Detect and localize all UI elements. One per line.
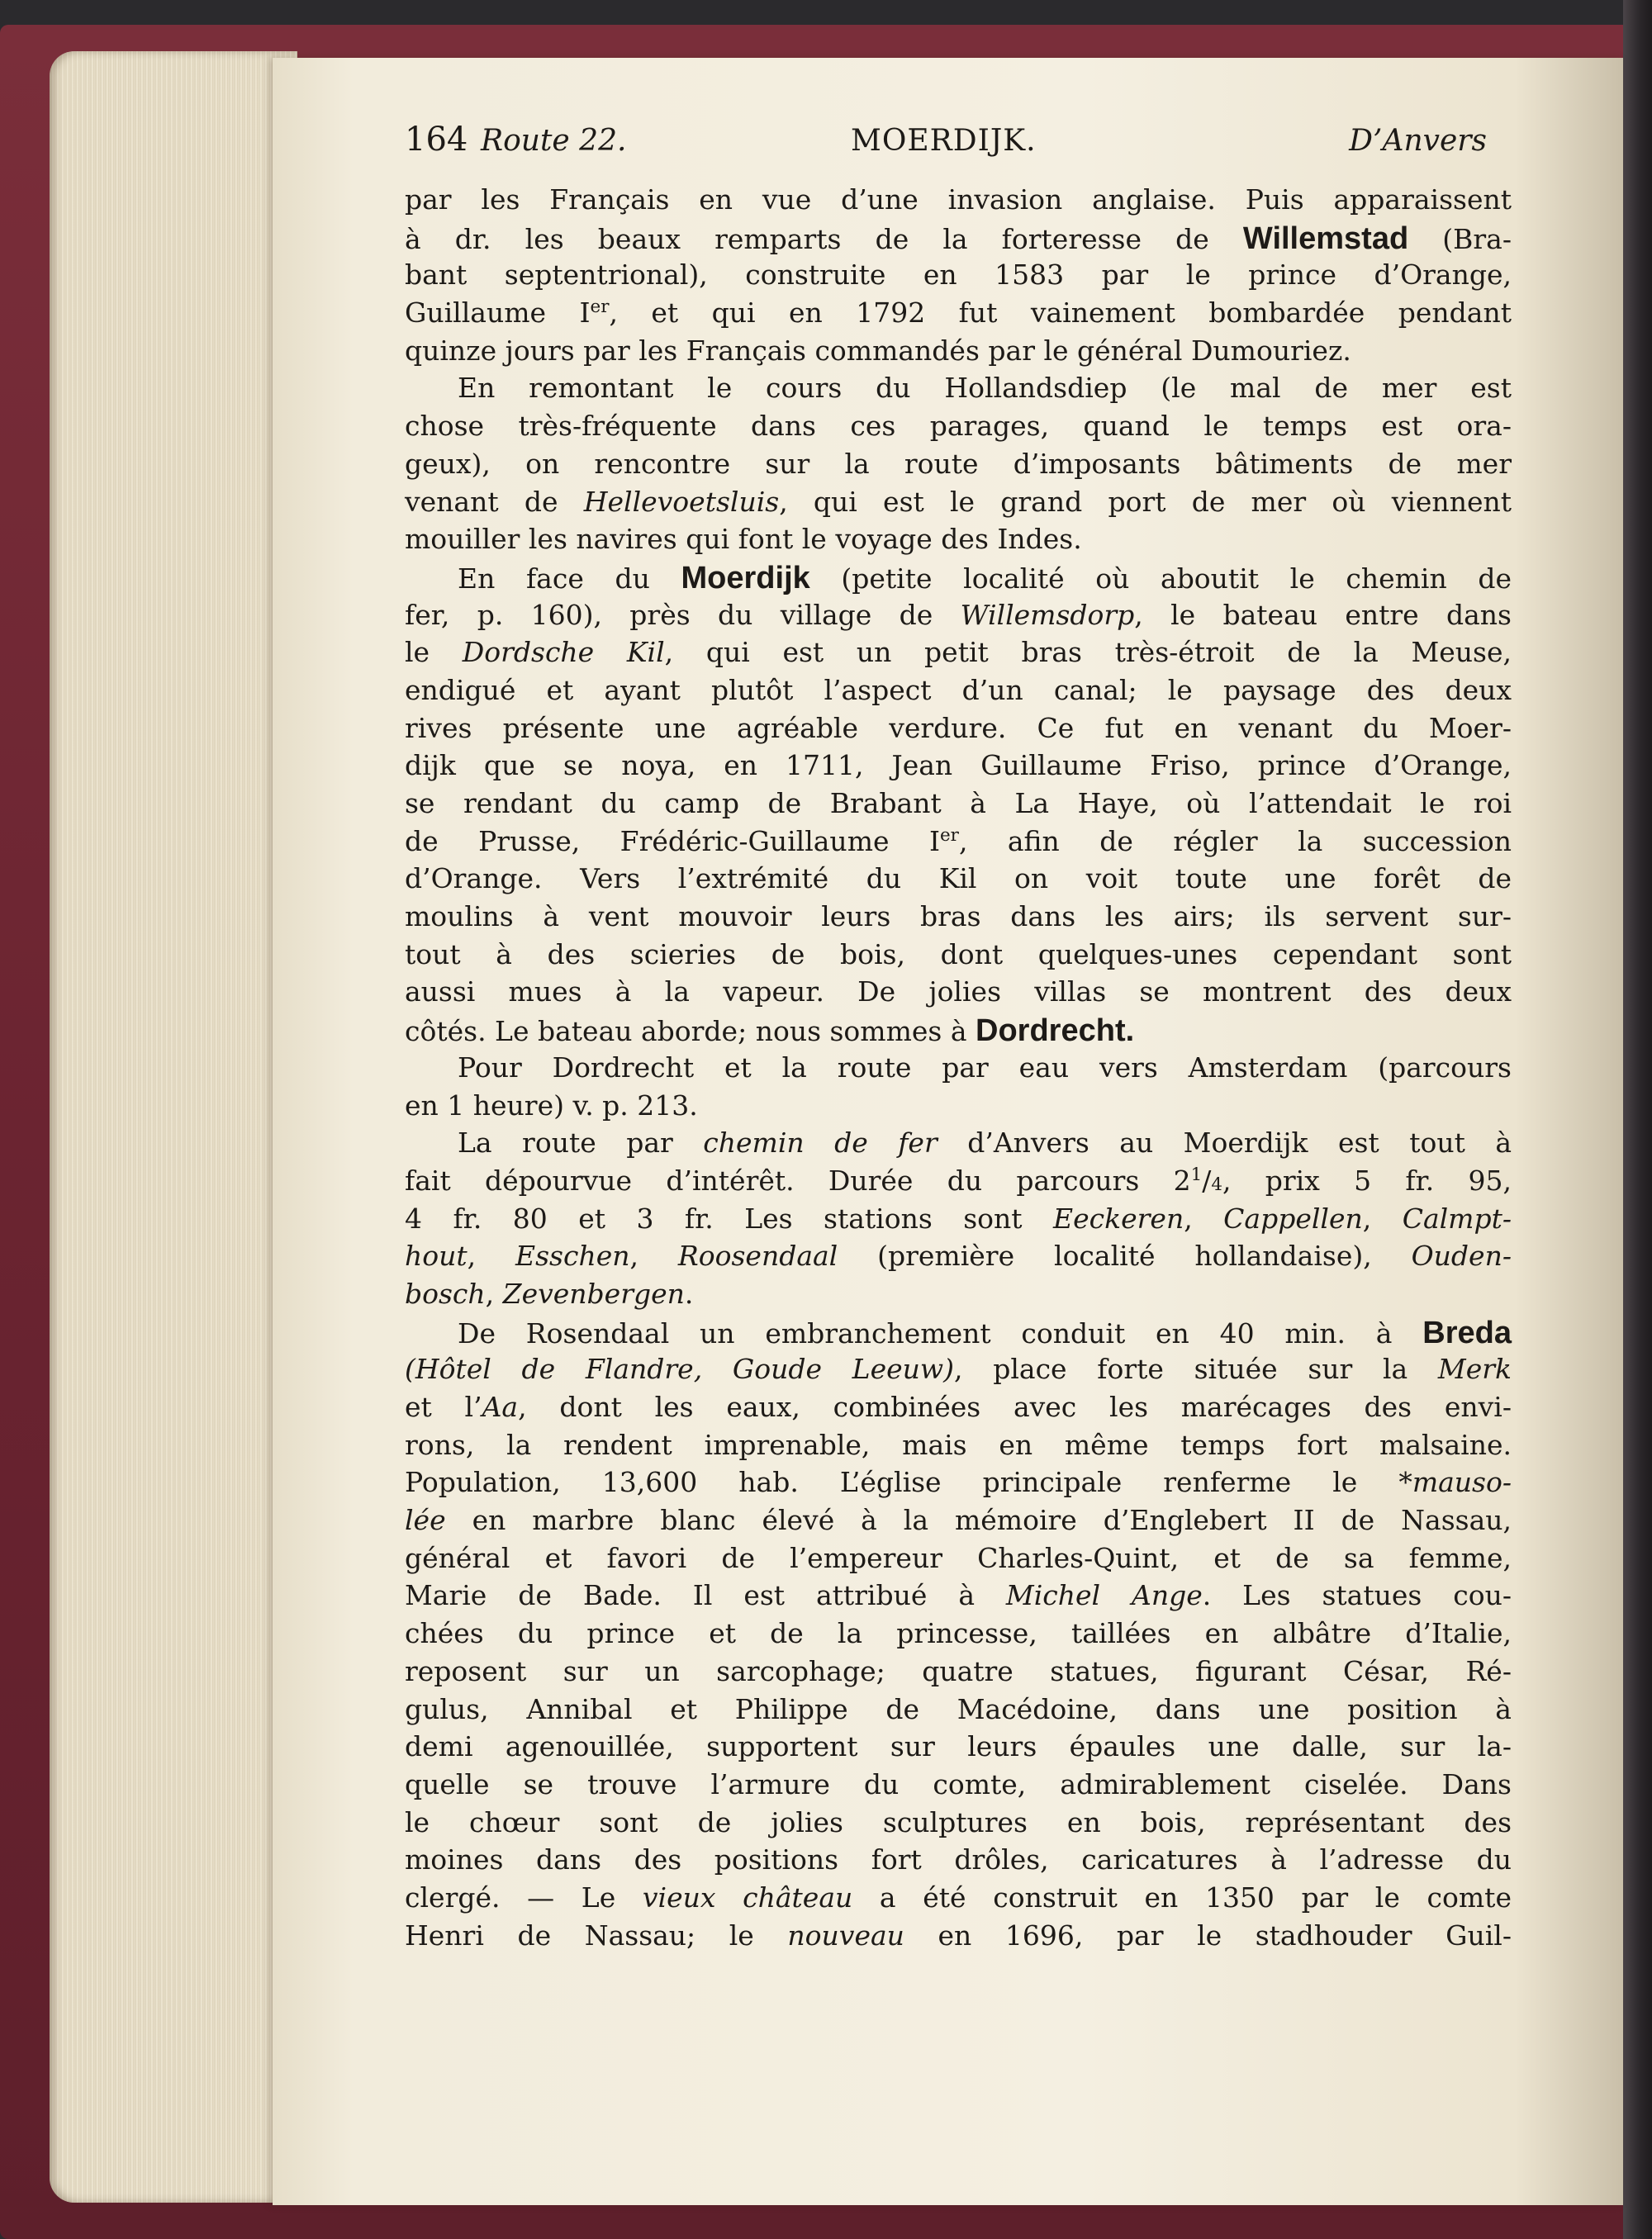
text-segment: (première localité hollandaise), [838,1240,1412,1273]
route-label: Route 22. [481,124,627,158]
text-segment: Calmpt- [1402,1202,1512,1235]
text-segment: La route par [458,1127,704,1160]
text-segment: , [467,1240,516,1273]
text-line [405,1655,1512,1693]
text-segment: , qui est un petit bras très-étroit de la Meuse, [664,636,1512,669]
text-segment: Ouden- [1411,1240,1512,1273]
text-line [405,486,1512,524]
text-segment: *mauso- [1398,1466,1512,1499]
text-segment: par les Français en vue d’une invasion anglaise. Puis apparaissent [405,183,1512,216]
text-line [405,1089,1512,1127]
text-segment: . Les statues cou- [1202,1579,1512,1612]
text-line [405,1881,1512,1919]
book-cover-edge [1623,0,1652,2239]
text-segment: Dordsche Kil [462,636,665,669]
text-segment: fait dépourvue d’intérêt. Durée du parcours 2 [405,1164,1191,1197]
text-segment: . [684,1277,694,1310]
text-segment: venant de [405,485,584,518]
text-line [405,1316,1512,1354]
text-segment: d’Orange. Vers l’extrémité du Kil on voit toute une forêt de [405,862,1512,895]
text-line [405,1203,1512,1240]
text-segment: Pour Dordrecht et la route par eau vers Amsterdam (parcours [458,1051,1512,1084]
text-segment: chées du prince et de la princesse, taillées en albâtre d’Italie, [405,1617,1512,1650]
text-line [405,1617,1512,1655]
text-segment: 4 [1211,1174,1222,1195]
text-line [405,1843,1512,1881]
text-line [405,1730,1512,1768]
text-line [405,1919,1512,1957]
text-segment: Guillaume I [405,296,591,330]
text-segment: bant septentrional), construite en 1583 par le prince d’Orange, [405,259,1512,292]
page-body [405,183,1512,1957]
text-segment: Willemsdorp [960,598,1135,631]
text-segment: et l’ [405,1391,482,1423]
text-segment: En remontant le cours du Hollandsdiep (le mal de mer est [458,372,1512,405]
text-segment: chose très-fréquente dans ces parages, quand le temps est ora- [405,410,1512,443]
text-segment: Michel Ange [1005,1579,1203,1612]
text-line [405,1466,1512,1504]
text-line [405,1806,1512,1844]
text-segment: nouveau [787,1919,904,1952]
text-segment: (Hôtel de Flandre, Goude Leeuw) [405,1353,955,1386]
text-segment: , [485,1277,503,1310]
text-line [405,221,1512,259]
text-segment: général et favori de l’empereur Charles-Quint, et de sa femme, [405,1541,1512,1574]
text-segment: , afin de régler la succession [958,824,1512,857]
text-segment: aussi mues à la vapeur. De jolies villas se montrent des deux [405,975,1512,1008]
text-segment: côtés. Le bateau aborde; nous sommes à [405,1015,976,1048]
text-segment: , [1184,1202,1224,1235]
text-line [405,1240,1512,1278]
text-segment: en marbre blanc élevé à la mémoire d’Englebert II de Nassau, [445,1504,1512,1537]
text-line [405,523,1512,561]
text-segment: demi agenouillée, supportent sur leurs épaules une dalle, sur la- [405,1730,1512,1763]
text-segment: , le bateau entre dans [1134,598,1512,631]
text-line [405,862,1512,900]
text-segment: / [1202,1164,1212,1197]
text-line [405,636,1512,674]
text-segment: , [1362,1202,1403,1235]
text-segment: Population, 13,600 hab. L’église principale renferme le [405,1466,1399,1499]
text-line [405,1127,1512,1165]
text-segment: de Prusse, Frédéric-Guillaume I [405,824,940,857]
text-line [405,1542,1512,1580]
text-segment: rives présente une agréable verdure. Ce fut en venant du Moer- [405,711,1512,744]
text-segment: geux), on rencontre sur la route d’imposants bâtiments de mer [405,447,1512,480]
text-segment: endigué et ayant plutôt l’aspect d’un canal; le paysage des deux [405,673,1512,706]
section-from: D’Anvers [1349,124,1487,158]
text-segment: mouiller les navires qui font le voyage des Indes. [405,523,1082,556]
text-segment: tout à des scieries de bois, dont quelques-unes cependant sont [405,937,1512,970]
text-segment: (petite localité où aboutit le chemin de [809,562,1512,595]
text-segment: lée [405,1504,446,1537]
text-segment: reposent sur un sarcophage; quatre statues, figurant César, Ré- [405,1654,1512,1687]
text-line [405,1391,1512,1429]
text-segment: er [940,824,959,846]
text-line [405,1429,1512,1467]
text-segment: Esschen [515,1240,630,1273]
text-line [405,825,1512,863]
running-head [405,121,1495,170]
text-segment: vieux château [642,1881,853,1914]
text-segment: er [590,296,610,318]
text-segment: , prix 5 fr. 95, [1222,1164,1512,1197]
text-segment: Cappellen [1223,1202,1363,1235]
text-segment: Aa [482,1391,519,1423]
text-segment: moulins à vent mouvoir leurs bras dans les airs; ils servent sur- [405,900,1512,933]
text-segment: (Bra- [1408,222,1512,255]
text-line [405,1051,1512,1089]
page-number: 164 [405,121,468,159]
text-segment: , [629,1240,678,1273]
text-segment: moines dans des positions fort drôles, caricatures à l’adresse du [405,1843,1512,1876]
text-segment: Roosendaal [677,1240,838,1273]
text-segment: le [405,636,463,669]
text-segment: se rendant du camp de Brabant à La Haye, où l’attendait le roi [405,787,1512,819]
text-line [405,1278,1512,1316]
text-line [405,1013,1512,1051]
text-segment: gulus, Annibal et Philippe de Macédoine, dans une position à [405,1692,1512,1725]
text-segment: 1 [1190,1164,1203,1185]
text-segment: chemin de fer [703,1127,938,1160]
text-segment: Dordrecht. [976,1013,1135,1049]
text-segment: en 1 heure) v. p. 213. [405,1089,698,1122]
text-line [405,900,1512,938]
text-line [405,674,1512,712]
text-segment: Eeckeren [1053,1202,1184,1235]
text-line [405,372,1512,410]
text-line [405,1579,1512,1617]
text-line [405,561,1512,599]
text-line [405,712,1512,750]
text-segment: rons, la rendent imprenable, mais en même temps fort malsaine. [405,1428,1512,1461]
text-line [405,599,1512,637]
text-line [405,1353,1512,1391]
text-segment: Henri de Nassau; le [405,1919,788,1952]
text-segment: Zevenbergen [502,1277,685,1310]
text-segment: Breda [1422,1315,1512,1350]
text-segment: dijk que se noya, en 1711, Jean Guillaume Friso, prince d’Orange, [405,749,1512,782]
text-segment: 4 fr. 80 et 3 fr. Les stations sont [405,1202,1054,1235]
text-line [405,938,1512,976]
text-line [405,975,1512,1013]
text-line [405,749,1512,787]
text-segment: , et qui en 1792 fut vainement bombardée pendant [609,296,1512,330]
text-line [405,259,1512,296]
text-segment: a été construit en 1350 par le comte [852,1881,1512,1914]
text-segment: Hellevoetsluis [583,485,780,518]
text-segment: à dr. les beaux remparts de la forteresse de [405,222,1243,255]
text-segment: clergé. — Le [405,1881,643,1914]
text-segment: De Rosendaal un embranchement conduit en 40 min. à [458,1316,1423,1350]
text-segment: , dont les eaux, combinées avec les marécages des envi- [518,1391,1512,1423]
text-segment: En face du [458,562,681,595]
text-line [405,1768,1512,1806]
book-page [273,58,1623,2205]
text-line [405,1165,1512,1203]
text-line [405,1693,1512,1731]
text-line [405,448,1512,486]
text-line [405,296,1512,334]
text-line [405,334,1512,372]
text-line [405,1504,1512,1542]
text-segment: Marie de Bade. Il est attribué à [405,1579,1006,1612]
text-segment: d’Anvers au Moerdijk est tout à [937,1127,1512,1160]
text-segment: hout [405,1240,468,1273]
text-segment: fer, p. 160), près du village de [405,598,961,631]
text-segment: quinze jours par les Français commandés par le général Dumouriez. [405,334,1351,367]
text-segment: le chœur sont de jolies sculptures en bois, représentant des [405,1805,1512,1838]
text-segment: quelle se trouve l’armure du comte, admirablement ciselée. Dans [405,1767,1512,1800]
text-segment: , qui est le grand port de mer où viennent [779,485,1512,518]
text-segment: Willemstad [1242,221,1409,256]
text-line [405,183,1512,221]
text-segment: , place forte située sur la [954,1353,1438,1386]
text-segment: Merk [1437,1353,1512,1386]
page-edges [50,51,297,2203]
text-line [405,410,1512,448]
text-segment: bosch [405,1277,486,1310]
page-title: MOERDIJK. [851,124,1037,158]
text-segment: en 1696, par le stadhouder Guil- [904,1919,1512,1952]
text-line [405,787,1512,825]
text-segment: Moerdijk [681,560,810,595]
